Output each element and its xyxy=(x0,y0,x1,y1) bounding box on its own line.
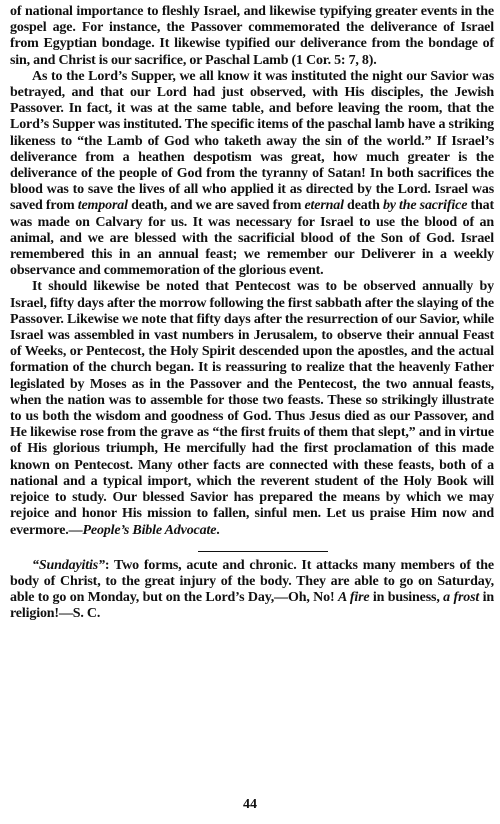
text-run: . xyxy=(216,522,220,538)
emphasis-eternal: eternal xyxy=(304,198,344,214)
note-sundayitis xyxy=(10,558,494,623)
emphasis-by-the-sacrifice: by the sacrifice xyxy=(382,198,468,214)
paragraph-pentecost xyxy=(10,279,494,538)
text-run: in business, xyxy=(369,590,444,606)
note-term: “Sundayitis” xyxy=(32,557,105,573)
text-run: that was made on Calvary for us. It was necessary for Israel to use the blood of an animal, and we are blessed with the sacrificial blood of the Son of God. Israel remembered this in an annual feast; we remember our Deliverer in a weekly observance and commemoration of the glorious event. xyxy=(10,198,494,279)
page-number: 44 xyxy=(243,797,257,812)
emphasis-a-fire: A fire xyxy=(337,590,370,606)
emphasis-temporal: temporal xyxy=(77,198,128,214)
emphasis-a-frost: a frost xyxy=(443,590,480,606)
text-run: As to the Lord’s Supper, we all know it was instituted the night our Savior was betrayed, and that our Lord had just observed, with His disciples, the Jewish Passover. In fact, it was at the same table, and before leaving the room, that the Lord’s Supper was instituted. The specific items of the paschal lamb have a striking likeness to “the Lamb of God who taketh away the sin of the world.” If Israel’s deliverance from a heathen despotism was great, how much greater is the deliverance of the people of God from the tyranny of Satan! In both sacrifices the blood was to save the lives of all who applied it as directed by the Lord. Israel was saved from xyxy=(10,68,494,214)
text-run: death, and we are saved from xyxy=(127,198,305,214)
paragraph-passover-text: of national importance to fleshly Israel, and likewise typifying greater events in the gospel age. For instance, the Passover commemorated the deliverance of Israel from Egyptian bondage. It likewise typified our deliverance from the bondage of sin, and Christ is our sacrifice, or Paschal Lamb (1 Cor. 5: 7, 8). xyxy=(10,4,494,68)
source-citation: People’s Bible Advocate xyxy=(82,522,217,538)
paragraph-passover xyxy=(10,4,494,69)
paragraph-lords-supper xyxy=(10,69,494,280)
text-run: death xyxy=(343,198,383,214)
text-run: It should likewise be noted that Pentecost was to be observed annually by Israel, fifty days after the morrow following the first sabbath after the slaying of the Passover. Likewise we note that fifty days after the resurrection of our Savior, while Israel was assembled in vast numbers in Jerusalem, to observe their annual Feast of Weeks, or Pentecost, the Holy Spirit descended upon the apostles, and the actual formation of the church began. It is reassuring to realize that the heavenly Father legislated by Moses as in the Passover and the Pentecost, the two annual feasts, when the nation was to assemble for those two feasts. These so strikingly illustrate to us both the wisdom and goodness of God. Thus Jesus died as our Passover, and He likewise rose from the grave as “the first fruits of them that slept,” and in virtue of His glorious triumph, He mercifully had the first proclamation of this made known on Pentecost. Many other facts are connected with these feasts, both of a national and a typical import, which the reverent student of the Holy Book will rejoice to study. Our blessed Savior has prepared the means by which we may rejoice and honor His mission to fallen, sinful men. Let us praise Him now and evermore.— xyxy=(10,279,494,538)
text-run: : Two forms, acute and chronic. It attacks many members of the body of Christ, to the great injury of the body. They are able to go on Saturday, able to go on Monday, but on the Lord’s Day,—Oh, No! xyxy=(10,557,494,606)
section-divider xyxy=(198,551,328,552)
text-run: in religion!—S. C. xyxy=(10,590,494,622)
